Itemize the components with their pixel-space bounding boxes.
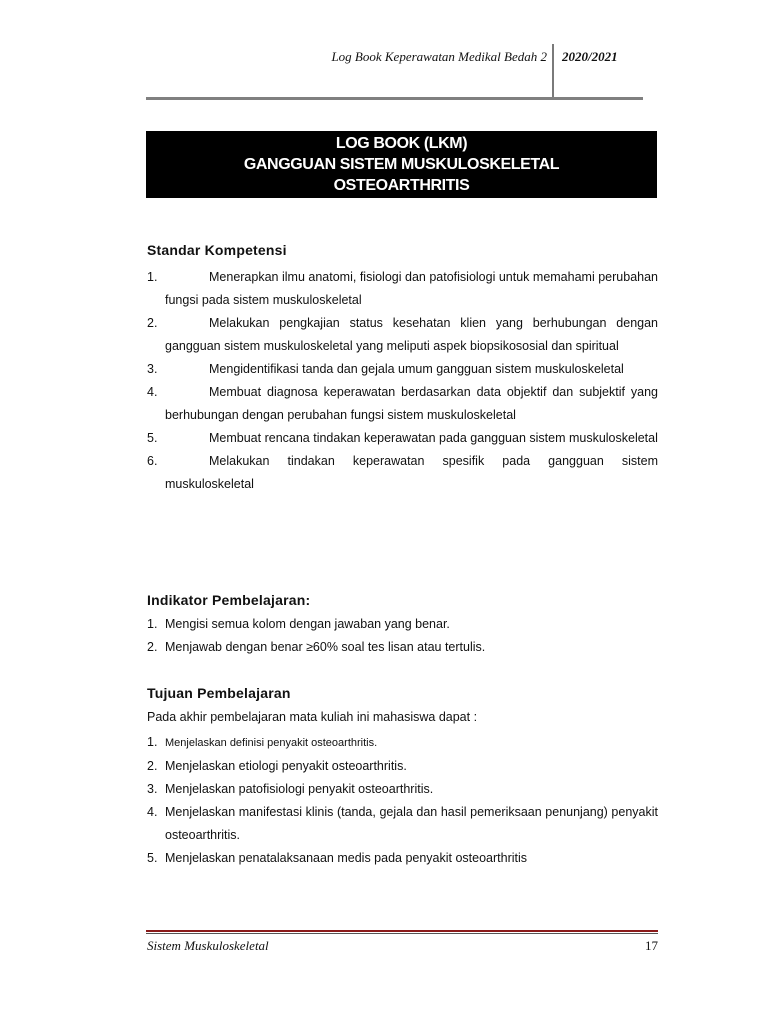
list-number: 4. xyxy=(147,805,158,819)
footer-rule xyxy=(146,930,658,932)
list-number: 2. xyxy=(147,759,158,773)
list-item xyxy=(147,755,658,778)
list-text: Menjelaskan etiologi penyakit osteoarthritis. xyxy=(165,759,407,773)
list-item xyxy=(147,358,658,381)
list-text: Membuat diagnosa keperawatan berdasarkan data objektif dan subjektif yang berhubungan dengan perubahan fungsi sistem muskuloskeletal xyxy=(165,385,658,422)
list-text: Menjelaskan definisi penyakit osteoarthritis. xyxy=(165,737,378,749)
list-item xyxy=(147,427,658,450)
list-text: Melakukan tindakan keperawatan spesifik pada gangguan sistem muskuloskeletal xyxy=(165,454,658,491)
banner-line-3: OSTEOARTHRITIS xyxy=(333,177,470,194)
list-number: 2. xyxy=(147,640,158,654)
list-number: 1. xyxy=(147,735,158,749)
indikator-list xyxy=(147,613,658,659)
running-header-title: Log Book Keperawatan Medikal Bedah 2 xyxy=(331,49,547,64)
header-rule xyxy=(146,97,643,100)
list-item xyxy=(147,636,658,659)
list-number: 1. xyxy=(147,617,158,631)
list-number: 5. xyxy=(147,851,158,865)
list-item xyxy=(147,450,658,496)
list-item xyxy=(147,847,658,870)
list-item xyxy=(147,731,658,755)
banner-line-1: LOG BOOK (LKM) xyxy=(335,135,468,152)
list-text: Mengidentifikasi tanda dan gejala umum gangguan sistem muskuloskeletal xyxy=(209,362,624,376)
tujuan-intro: Pada akhir pembelajaran mata kuliah ini mahasiswa dapat : xyxy=(147,710,478,724)
banner-line-2: GANGGUAN SISTEM MUSKULOSKELETAL xyxy=(243,156,560,173)
section-heading-standar: Standar Kompetensi xyxy=(147,242,287,258)
running-header-year: 2020/2021 xyxy=(562,49,618,64)
section-heading-tujuan: Tujuan Pembelajaran xyxy=(147,685,291,701)
list-text: Menerapkan ilmu anatomi, fisiologi dan patofisiologi untuk memahami perubahan fungsi pada sistem muskuloskeletal xyxy=(165,270,658,307)
list-number: 5. xyxy=(147,431,158,445)
list-text: Melakukan pengkajian status kesehatan klien yang berhubungan dengan gangguan sistem muskuloskeletal yang meliputi aspek biopsikososial dan spiritual xyxy=(165,316,658,353)
list-item xyxy=(147,312,658,358)
list-text: Menjelaskan penatalaksanaan medis pada penyakit osteoarthritis xyxy=(165,851,528,865)
list-text: Membuat rencana tindakan keperawatan pada gangguan sistem muskuloskeletal xyxy=(209,431,658,445)
section-heading-indikator: Indikator Pembelajaran: xyxy=(147,592,311,608)
list-number: 1. xyxy=(147,270,158,284)
tujuan-list xyxy=(147,731,658,870)
list-text: Menjawab dengan benar ≥60% soal tes lisan atau tertulis. xyxy=(165,640,486,654)
list-item xyxy=(147,613,658,636)
list-text: Menjelaskan manifestasi klinis (tanda, gejala dan hasil pemeriksaan penunjang) penyakit osteoarthritis. xyxy=(165,805,658,842)
list-item xyxy=(147,381,658,427)
list-number: 2. xyxy=(147,316,158,330)
list-item xyxy=(147,801,658,847)
list-item xyxy=(147,778,658,801)
list-text: Menjelaskan patofisiologi penyakit osteoarthritis. xyxy=(165,782,434,796)
list-number: 6. xyxy=(147,454,158,468)
page-number: 17 xyxy=(645,938,658,953)
standar-list xyxy=(147,266,658,496)
list-item xyxy=(147,266,658,312)
header-divider xyxy=(552,44,554,98)
footer-rule-secondary xyxy=(146,933,658,934)
list-number: 3. xyxy=(147,782,158,796)
list-text: Mengisi semua kolom dengan jawaban yang benar. xyxy=(165,617,450,631)
footer-section-name: Sistem Muskuloskeletal xyxy=(147,938,269,953)
list-number: 4. xyxy=(147,385,158,399)
title-banner xyxy=(146,131,657,198)
list-number: 3. xyxy=(147,362,158,376)
